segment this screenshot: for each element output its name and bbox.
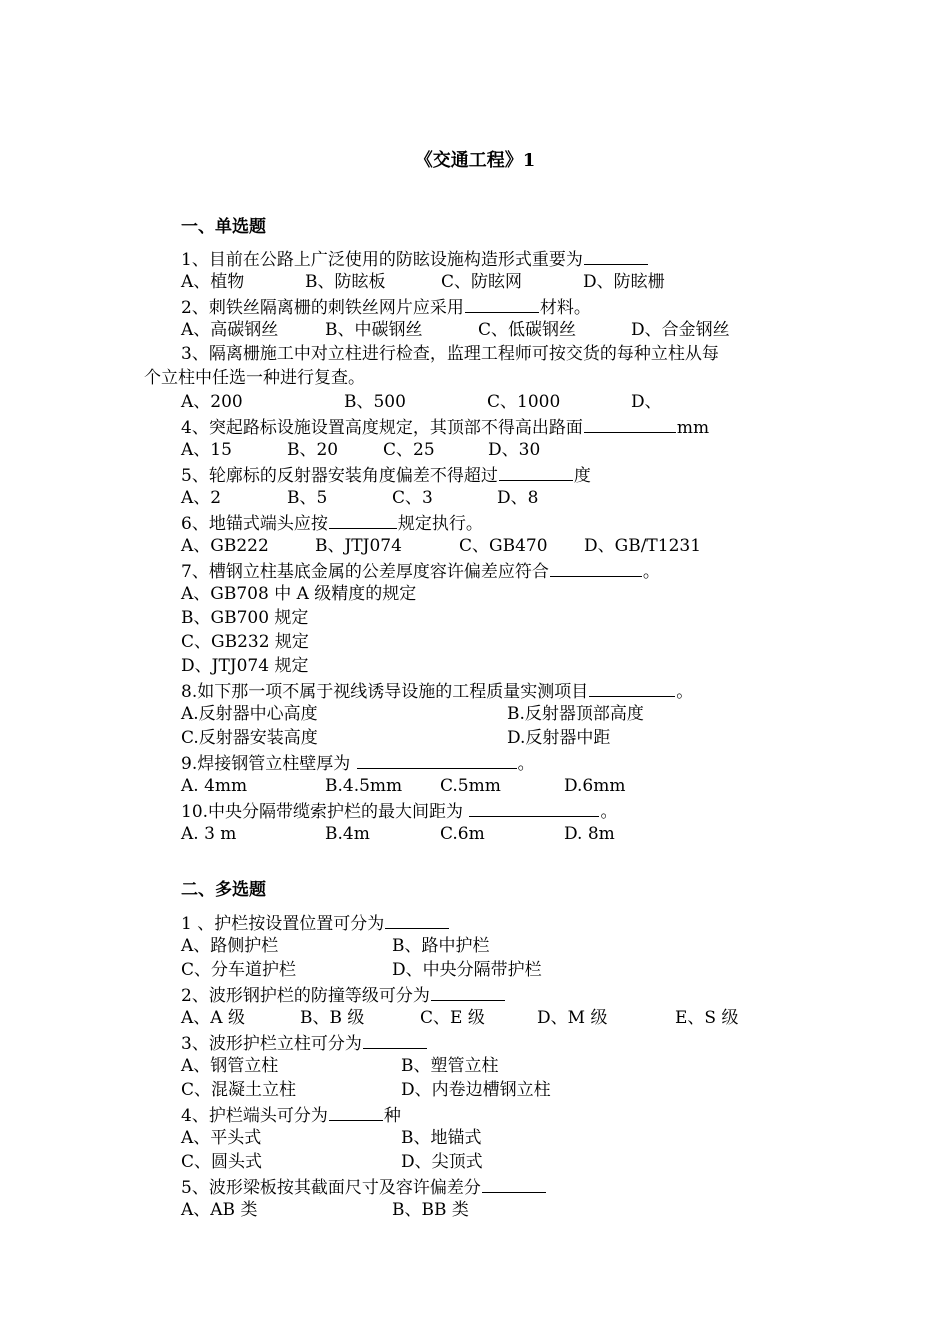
answer-blank (329, 510, 397, 529)
option-a: A、15 (181, 440, 232, 460)
option-c: C、25 (383, 440, 435, 460)
answer-blank (329, 1102, 383, 1121)
answer-blank (584, 414, 676, 433)
option-b: B、路中护栏 (392, 936, 490, 956)
option-b: B、5 (287, 488, 328, 508)
option-d: D、8 (497, 488, 539, 508)
answer-blank (482, 1174, 546, 1193)
question-2 (181, 294, 591, 318)
mc-question-2-options (181, 1006, 781, 1030)
answer-blank (469, 798, 599, 817)
question-9-text: 9.焊接钢管立柱壁厚为 (181, 754, 351, 774)
option-c: C.5mm (440, 776, 501, 796)
option-d: D.6mm (564, 776, 626, 796)
section-multiple-choice-heading: 二、多选题 (181, 880, 266, 900)
answer-blank (385, 910, 449, 929)
option-a: A. 4mm (181, 776, 248, 796)
answer-blank (589, 678, 675, 697)
question-6 (181, 510, 483, 534)
question-7-tail: 。 (642, 562, 660, 582)
option-b: B、JTJ074 (315, 536, 402, 556)
mc-question-4-options-row-2 (181, 1150, 781, 1174)
option-c: C、圆头式 (181, 1152, 263, 1172)
option-c: C、分车道护栏 (181, 960, 297, 980)
mc-question-5 (181, 1174, 547, 1198)
question-1-text: 1、目前在公路上广泛使用的防眩设施构造形式重要为 (181, 250, 583, 270)
mc-question-3-options-row-1 (181, 1054, 781, 1078)
option-b: B、500 (344, 392, 406, 412)
question-10-options (181, 822, 781, 846)
option-a: A、钢管立柱 (181, 1056, 279, 1076)
mc-question-1-options-row-1 (181, 934, 781, 958)
option-c: C、防眩网 (441, 272, 523, 292)
question-8 (181, 678, 693, 702)
question-3-line-1: 3、隔离栅施工中对立柱进行检查，监理工程师可按交货的每种立柱从每 (181, 344, 719, 364)
option-b: B、地锚式 (401, 1128, 482, 1148)
mc-question-4-text: 4、护栏端头可分为 (181, 1106, 328, 1126)
question-5-text: 5、轮廓标的反射器安装角度偏差不得超过 (181, 466, 498, 486)
option-c: C、3 (392, 488, 433, 508)
question-4-tail: mm (676, 418, 710, 438)
mc-question-4-options-row-1 (181, 1126, 781, 1150)
question-4 (181, 414, 709, 438)
option-d: D、M 级 (537, 1008, 608, 1028)
question-5-options (181, 486, 781, 510)
answer-blank (431, 982, 505, 1001)
option-c: C、低碳钢丝 (478, 320, 577, 340)
mc-question-3-text: 3、波形护栏立柱可分为 (181, 1034, 362, 1054)
answer-blank (357, 750, 517, 769)
question-8-options-row-1 (181, 702, 781, 726)
question-9 (181, 750, 535, 774)
option-d: D.反射器中距 (507, 728, 611, 748)
option-b: B.4.5mm (325, 776, 403, 796)
question-7-option-a: A、GB708 中 A 级精度的规定 (181, 584, 417, 604)
question-10 (181, 798, 617, 822)
option-a: A.反射器中心高度 (181, 704, 318, 724)
mc-question-3-options-row-2 (181, 1078, 781, 1102)
question-5-tail: 度 (573, 466, 591, 486)
option-b: B、防眩板 (305, 272, 386, 292)
mc-question-2 (181, 982, 506, 1006)
option-a: A、平头式 (181, 1128, 262, 1148)
question-2-tail: 材料。 (539, 298, 591, 318)
option-d: D、GB/T1231 (584, 536, 702, 556)
section-single-choice-heading: 一、单选题 (181, 217, 266, 237)
option-a: A、AB 类 (181, 1200, 258, 1220)
question-9-options (181, 774, 781, 798)
option-a: A、高碳钢丝 (181, 320, 279, 340)
mc-question-4 (181, 1102, 401, 1126)
option-d: D、内卷边槽钢立柱 (401, 1080, 551, 1100)
option-c: C、GB470 (459, 536, 548, 556)
option-d: D、合金钢丝 (631, 320, 730, 340)
question-4-options (181, 438, 781, 462)
mc-question-4-tail: 种 (383, 1106, 401, 1126)
question-7 (181, 558, 660, 582)
option-c: C.反射器安装高度 (181, 728, 318, 748)
mc-question-5-options (181, 1198, 781, 1222)
question-6-tail: 规定执行。 (397, 514, 483, 534)
question-6-options (181, 534, 781, 558)
question-3-options (181, 390, 781, 414)
option-a: A、200 (181, 392, 243, 412)
answer-blank (584, 246, 648, 265)
answer-blank (550, 558, 642, 577)
question-1 (181, 246, 649, 270)
option-a: A、A 级 (181, 1008, 245, 1028)
option-c: C、1000 (487, 392, 561, 412)
option-d: D、 (631, 392, 662, 412)
option-a: A、植物 (181, 272, 245, 292)
option-a: A、GB222 (181, 536, 269, 556)
option-b: B.反射器顶部高度 (507, 704, 644, 724)
question-5 (181, 462, 591, 486)
option-d: D、中央分隔带护栏 (392, 960, 542, 980)
question-7-option-d: D、JTJ074 规定 (181, 656, 309, 676)
question-2-text: 2、刺铁丝隔离栅的刺铁丝网片应采用 (181, 298, 464, 318)
question-1-options (181, 270, 781, 294)
question-10-text: 10.中央分隔带缆索护栏的最大间距为 (181, 802, 464, 822)
option-e: E、S 级 (675, 1008, 739, 1028)
option-d: D、防眩栅 (583, 272, 665, 292)
option-d: D、尖顶式 (401, 1152, 483, 1172)
question-3-line-2: 个立柱中任选一种进行复查。 (144, 368, 365, 388)
document-title: 《交通工程》1 (414, 150, 536, 171)
option-b: B、20 (287, 440, 339, 460)
option-b: B、中碳钢丝 (325, 320, 423, 340)
question-7-option-c: C、GB232 规定 (181, 632, 309, 652)
mc-question-1 (181, 910, 450, 934)
question-8-options-row-2 (181, 726, 781, 750)
option-b: B.4m (325, 824, 370, 844)
question-9-tail: 。 (517, 754, 535, 774)
option-d: D、30 (488, 440, 541, 460)
option-d: D. 8m (564, 824, 615, 844)
option-a: A、路侧护栏 (181, 936, 279, 956)
question-8-text: 8.如下那一项不属于视线诱导设施的工程质量实测项目 (181, 682, 589, 702)
answer-blank (465, 294, 539, 313)
question-7-option-b: B、GB700 规定 (181, 608, 309, 628)
mc-question-2-text: 2、波形钢护栏的防撞等级可分为 (181, 986, 430, 1006)
question-7-text: 7、槽钢立柱基底金属的公差厚度容许偏差应符合 (181, 562, 549, 582)
option-b: B、塑管立柱 (401, 1056, 499, 1076)
question-10-tail: 。 (600, 802, 618, 822)
option-c: C、混凝土立柱 (181, 1080, 297, 1100)
question-6-text: 6、地锚式端头应按 (181, 514, 328, 534)
option-c: C.6m (440, 824, 485, 844)
option-c: C、E 级 (420, 1008, 485, 1028)
answer-blank (363, 1030, 427, 1049)
question-2-options (181, 318, 781, 342)
question-4-text: 4、突起路标设施设置高度规定，其顶部不得高出路面 (181, 418, 583, 438)
mc-question-1-options-row-2 (181, 958, 781, 982)
option-a: A. 3 m (181, 824, 237, 844)
option-b: B、B 级 (300, 1008, 365, 1028)
option-a: A、2 (181, 488, 222, 508)
answer-blank (499, 462, 573, 481)
option-b: B、BB 类 (392, 1200, 469, 1220)
question-8-tail: 。 (676, 682, 694, 702)
mc-question-5-text: 5、波形梁板按其截面尺寸及容许偏差分 (181, 1178, 481, 1198)
mc-question-1-text: 1 、护栏按设置位置可分为 (181, 914, 385, 934)
mc-question-3 (181, 1030, 428, 1054)
